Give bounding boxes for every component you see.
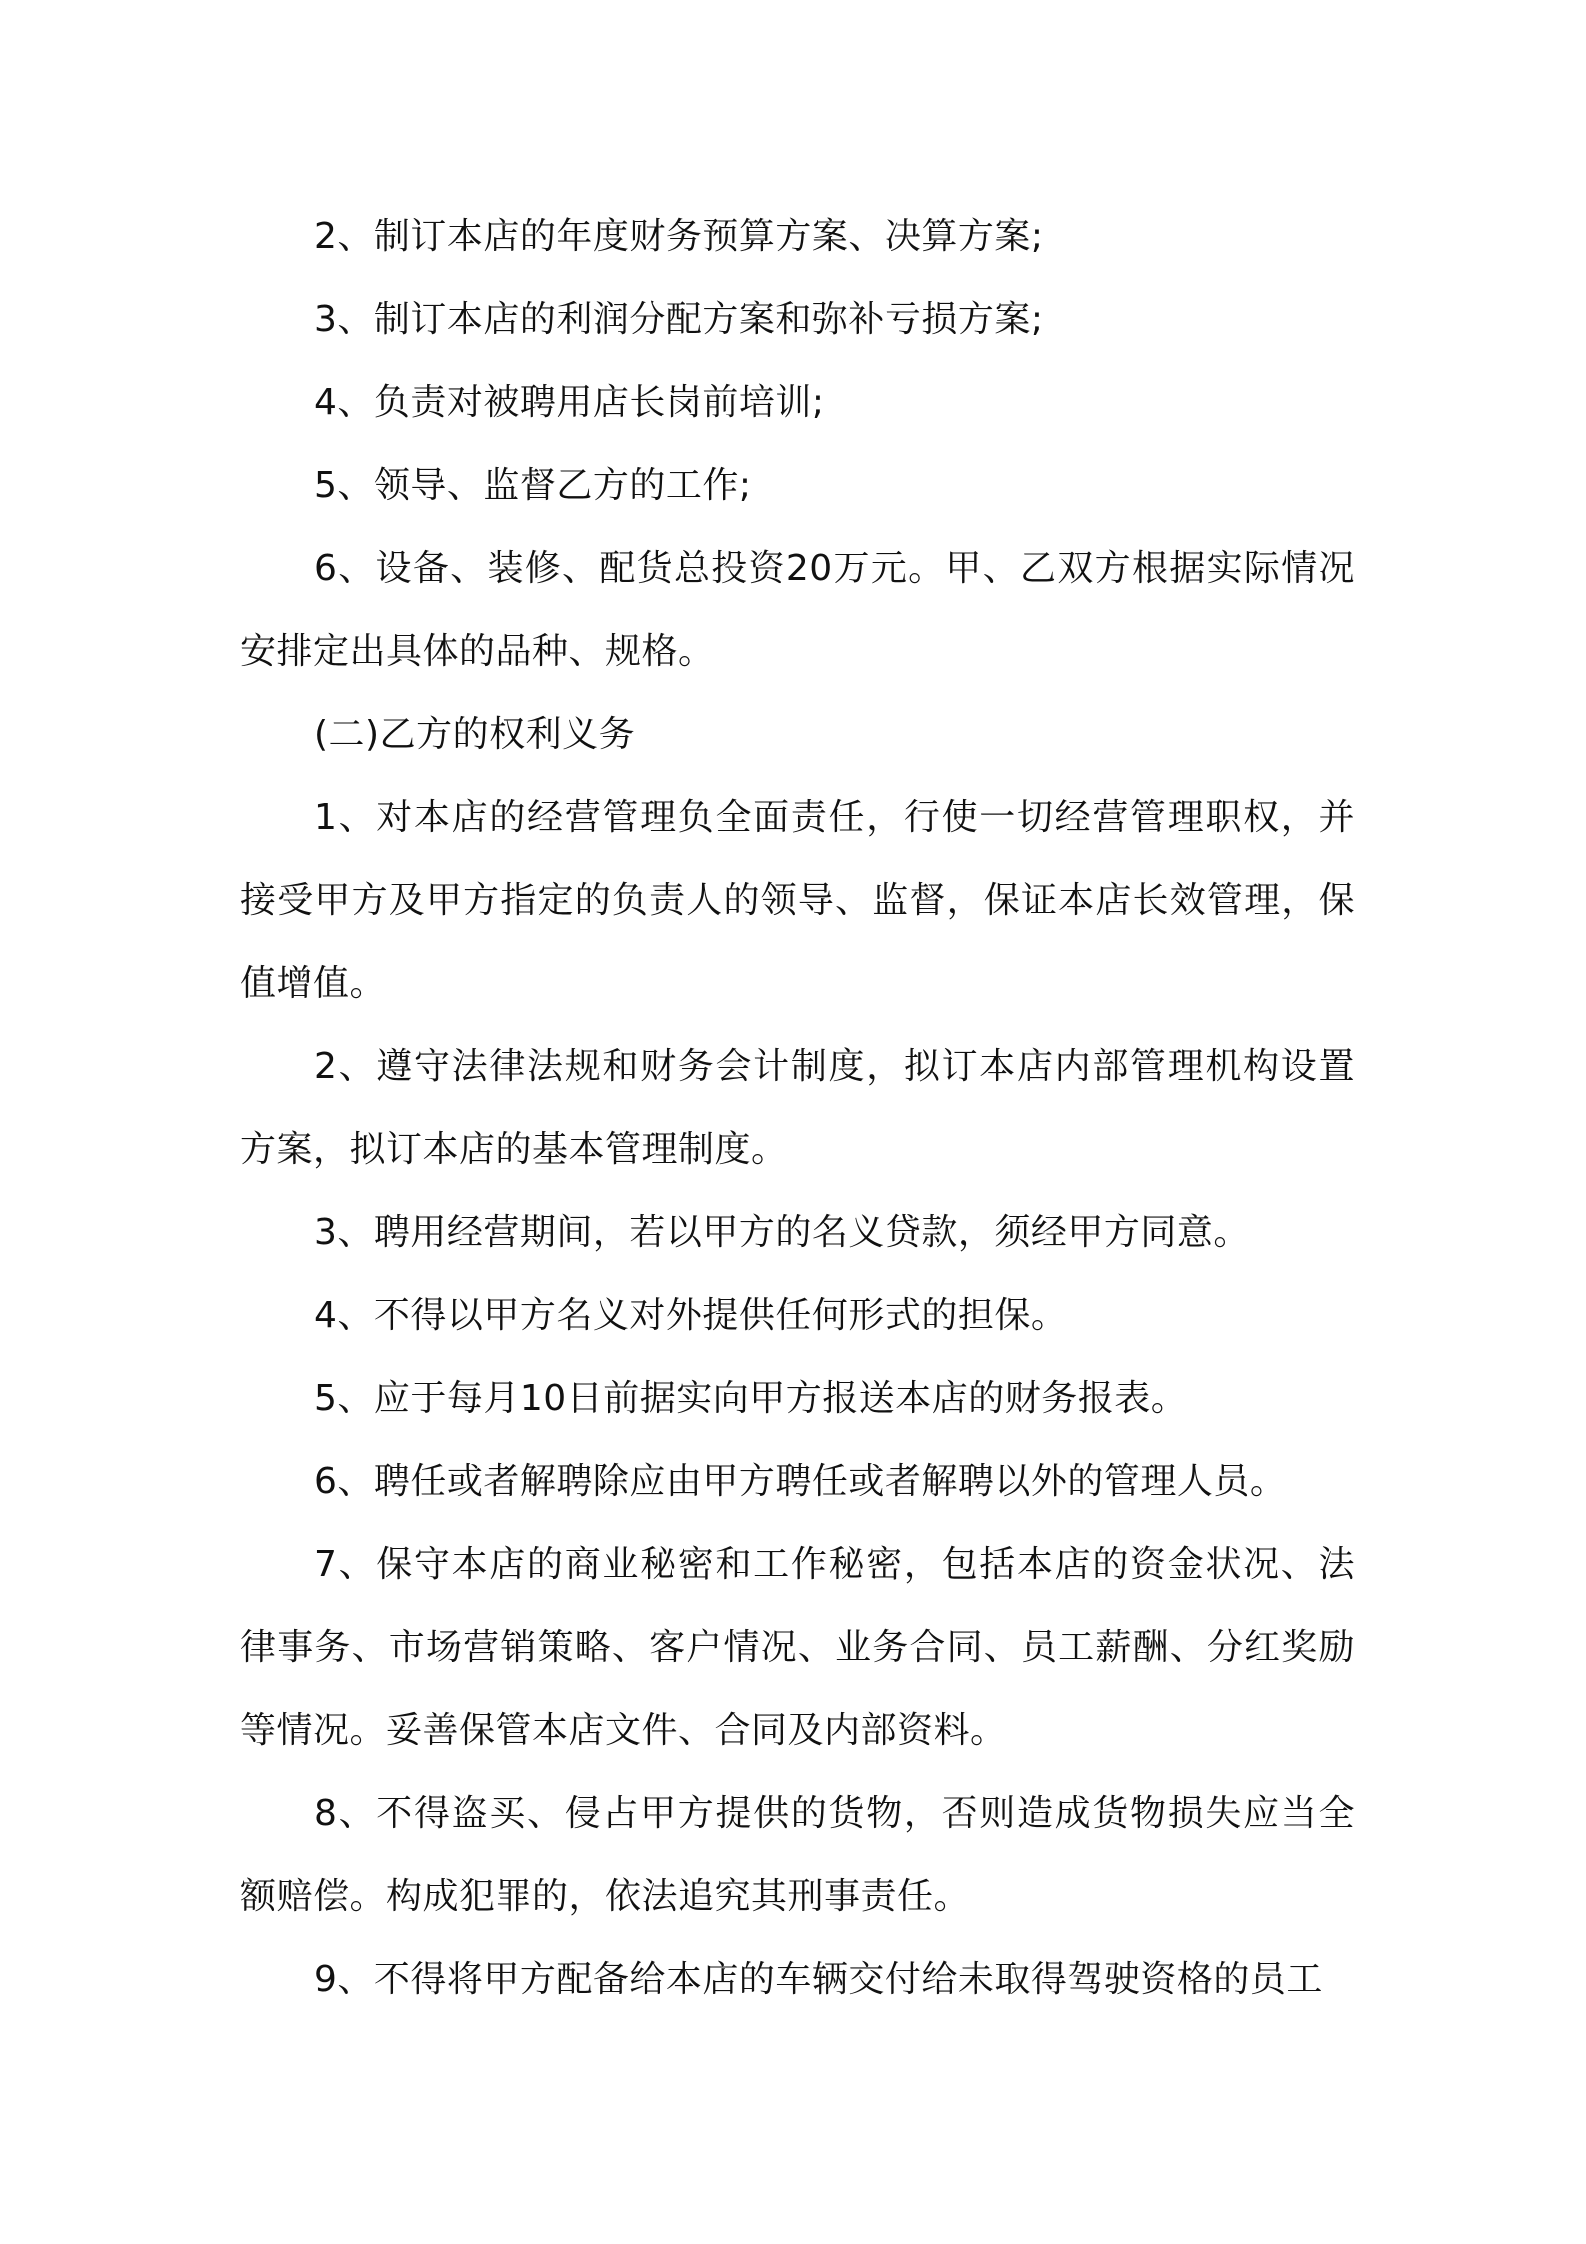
paragraph-item-6-investment: 6、设备、装修、配货总投资20万元。甲、乙双方根据实际情况安排定出具体的品种、规格。 xyxy=(240,548,1355,672)
paragraph-b-item-3: 3、聘用经营期间，若以甲方的名义贷款，须经甲方同意。 xyxy=(314,1212,1250,1253)
section-heading-party-b: (二)乙方的权利义务 xyxy=(314,714,636,755)
paragraph-b-item-6: 6、聘任或者解聘除应由甲方聘任或者解聘以外的管理人员。 xyxy=(314,1461,1287,1502)
paragraph-item-2-budget: 2、制订本店的年度财务预算方案、决算方案; xyxy=(314,216,1044,257)
document-body xyxy=(240,195,1355,2021)
paragraph-b-item-9: 9、不得将甲方配备给本店的车辆交付给未取得驾驶资格的员工 xyxy=(314,1959,1323,2000)
paragraph-b-item-8: 8、不得盗买、侵占甲方提供的货物，否则造成货物损失应当全额赔偿。构成犯罪的，依法追究其刑事责任。 xyxy=(240,1793,1355,1917)
paragraph-b-item-5: 5、应于每月10日前据实向甲方报送本店的财务报表。 xyxy=(314,1378,1188,1419)
paragraph-b-item-1: 1、对本店的经营管理负全面责任，行使一切经营管理职权，并接受甲方及甲方指定的负责人的领导、监督，保证本店长效管理，保值增值。 xyxy=(240,797,1355,1004)
paragraph-item-3-profit: 3、制订本店的利润分配方案和弥补亏损方案; xyxy=(314,299,1044,340)
paragraph-item-5-supervise: 5、领导、监督乙方的工作; xyxy=(314,465,752,506)
paragraph-b-item-4: 4、不得以甲方名义对外提供任何形式的担保。 xyxy=(314,1295,1068,1336)
paragraph-b-item-7: 7、保守本店的商业秘密和工作秘密，包括本店的资金状况、法律事务、市场营销策略、客户情况、业务合同、员工薪酬、分红奖励等情况。妥善保管本店文件、合同及内部资料。 xyxy=(240,1544,1355,1751)
paragraph-b-item-2: 2、遵守法律法规和财务会计制度，拟订本店内部管理机构设置方案，拟订本店的基本管理制度。 xyxy=(240,1046,1355,1170)
paragraph-item-4-training: 4、负责对被聘用店长岗前培训; xyxy=(314,382,825,423)
